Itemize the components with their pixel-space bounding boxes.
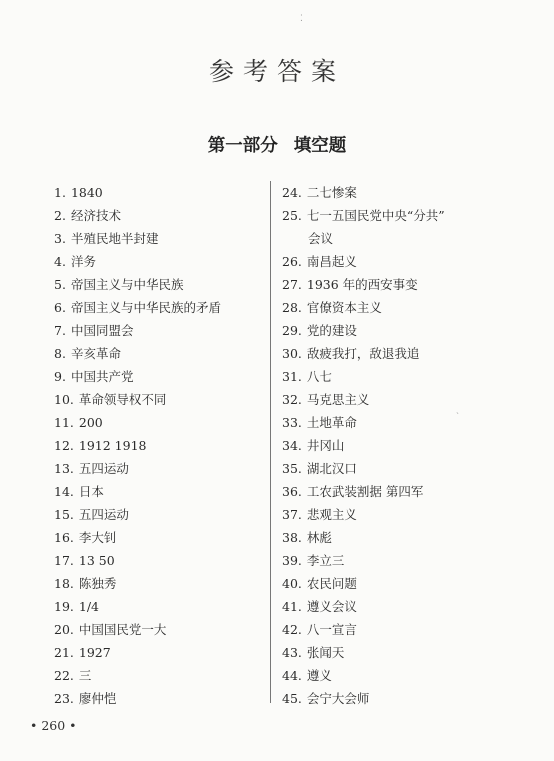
page-title: 参考答案 xyxy=(208,57,345,86)
answer-text: 帝国主义与中华民族的矛盾 xyxy=(70,300,221,315)
column-divider xyxy=(270,181,271,703)
answer-number: 41. xyxy=(282,599,302,614)
answer-text: 1/4 xyxy=(78,599,100,614)
answer-item xyxy=(282,457,512,480)
answer-text: 帝国主义与中华民族 xyxy=(70,277,184,292)
answer-item xyxy=(282,618,512,641)
answer-item xyxy=(282,227,512,250)
answer-item xyxy=(282,204,512,227)
answer-item xyxy=(54,296,264,319)
answer-number: 36. xyxy=(282,484,302,499)
scan-speck-mark: ˎ xyxy=(456,405,459,415)
answer-number: 33. xyxy=(282,415,302,430)
answer-number: 17. xyxy=(54,553,74,568)
answer-number: 32. xyxy=(282,392,302,407)
answer-item xyxy=(282,273,512,296)
answer-number: 45. xyxy=(282,691,302,706)
answer-text: 1840 xyxy=(70,185,103,200)
answer-item xyxy=(54,250,264,273)
answer-number: 19. xyxy=(54,599,74,614)
answer-number: 35. xyxy=(282,461,302,476)
answer-text: 七一五国民党中央“分共” xyxy=(306,208,445,223)
answer-text: 悲观主义 xyxy=(306,507,357,522)
answer-number: 12. xyxy=(54,438,74,453)
answer-item xyxy=(54,319,264,342)
answer-text: 二七惨案 xyxy=(306,185,357,200)
answer-item xyxy=(282,250,512,273)
answer-number: 40. xyxy=(282,576,302,591)
answer-item xyxy=(54,227,264,250)
answer-item xyxy=(54,664,264,687)
answer-number: 21. xyxy=(54,645,74,660)
answer-text: 革命领导权不同 xyxy=(78,392,167,407)
answer-item xyxy=(54,181,264,204)
answer-item xyxy=(282,503,512,526)
answer-text: 五四运动 xyxy=(78,461,129,476)
answer-item xyxy=(282,434,512,457)
answer-text: 工农武装割据 第四军 xyxy=(306,484,424,499)
answer-item xyxy=(282,365,512,388)
answer-number: 18. xyxy=(54,576,74,591)
answer-text: 半殖民地半封建 xyxy=(70,231,159,246)
answer-text: 三 xyxy=(78,668,92,683)
answer-item xyxy=(54,595,264,618)
answer-number: 34. xyxy=(282,438,302,453)
answer-item xyxy=(54,572,264,595)
answer-item xyxy=(282,411,512,434)
answer-item xyxy=(54,687,264,710)
answer-text: 敌疲我打，敌退我追 xyxy=(306,346,420,361)
answer-text: 经济技术 xyxy=(70,208,121,223)
page-number: • 260 • xyxy=(30,718,77,733)
answer-list-right xyxy=(282,181,512,710)
answer-item xyxy=(54,273,264,296)
scan-speck-mark: ⁚ xyxy=(300,14,303,24)
answer-text: 中国同盟会 xyxy=(70,323,134,338)
answer-text: 200 xyxy=(78,415,103,430)
answer-item xyxy=(282,664,512,687)
answer-number: 5. xyxy=(54,277,66,292)
answer-item xyxy=(54,641,264,664)
answer-text: 13 50 xyxy=(78,553,115,568)
answer-number: 24. xyxy=(282,185,302,200)
answer-number: 15. xyxy=(54,507,74,522)
answer-item xyxy=(282,526,512,549)
answer-text: 农民问题 xyxy=(306,576,357,591)
answer-number: 29. xyxy=(282,323,302,338)
answer-number: 11. xyxy=(54,415,74,430)
answer-item xyxy=(282,342,512,365)
answer-text: 陈独秀 xyxy=(78,576,117,591)
answer-number: 1. xyxy=(54,185,66,200)
answer-number: 25. xyxy=(282,208,302,223)
answer-number: 31. xyxy=(282,369,302,384)
answer-item xyxy=(54,618,264,641)
answer-number: 30. xyxy=(282,346,302,361)
answer-item xyxy=(282,641,512,664)
answer-item xyxy=(282,687,512,710)
answer-text: 洋务 xyxy=(70,254,96,269)
answer-number: 43. xyxy=(282,645,302,660)
answer-item xyxy=(54,457,264,480)
answer-number: 28. xyxy=(282,300,302,315)
answer-item xyxy=(54,411,264,434)
answer-text: 马克思主义 xyxy=(306,392,370,407)
answer-number: 23. xyxy=(54,691,74,706)
answer-number: 16. xyxy=(54,530,74,545)
answer-text: 会议 xyxy=(308,231,334,246)
answer-number: 9. xyxy=(54,369,66,384)
section-title: 第一部分 填空题 xyxy=(207,136,347,156)
answer-number: 14. xyxy=(54,484,74,499)
answer-number: 37. xyxy=(282,507,302,522)
answer-item xyxy=(282,572,512,595)
answer-text: 五四运动 xyxy=(78,507,129,522)
answer-text: 官僚资本主义 xyxy=(306,300,382,315)
answer-text: 1927 xyxy=(78,645,111,660)
answer-text: 党的建设 xyxy=(306,323,357,338)
answer-number: 44. xyxy=(282,668,302,683)
answer-number: 8. xyxy=(54,346,66,361)
answer-number: 2. xyxy=(54,208,66,223)
answer-number: 39. xyxy=(282,553,302,568)
answer-number: 6. xyxy=(54,300,66,315)
answer-item xyxy=(54,503,264,526)
answer-number: 26. xyxy=(282,254,302,269)
answer-item xyxy=(54,526,264,549)
answer-text: 辛亥革命 xyxy=(70,346,121,361)
answer-number: 4. xyxy=(54,254,66,269)
answer-item xyxy=(54,388,264,411)
answer-item xyxy=(282,549,512,572)
answer-item xyxy=(282,181,512,204)
answer-text: 日本 xyxy=(78,484,104,499)
answer-text: 会宁大会师 xyxy=(306,691,370,706)
answer-item xyxy=(282,480,512,503)
answer-text: 井冈山 xyxy=(306,438,345,453)
answer-item xyxy=(54,434,264,457)
answer-item xyxy=(54,365,264,388)
answer-text: 李立三 xyxy=(306,553,345,568)
answer-item xyxy=(54,342,264,365)
answer-text: 八七 xyxy=(306,369,332,384)
answer-item xyxy=(54,204,264,227)
answer-number: 10. xyxy=(54,392,74,407)
answer-text: 中国共产党 xyxy=(70,369,134,384)
answer-text: 南昌起义 xyxy=(306,254,357,269)
answer-text: 土地革命 xyxy=(306,415,357,430)
answer-text: 湖北汉口 xyxy=(306,461,357,476)
answer-item xyxy=(282,388,512,411)
answer-text: 遵义会议 xyxy=(306,599,357,614)
answer-number: 20. xyxy=(54,622,74,637)
answer-number: 22. xyxy=(54,668,74,683)
answer-text: 1912 1918 xyxy=(78,438,147,453)
answer-item xyxy=(282,319,512,342)
answer-text: 中国国民党一大 xyxy=(78,622,167,637)
answer-number: 42. xyxy=(282,622,302,637)
answer-number: 7. xyxy=(54,323,66,338)
answer-list-left xyxy=(54,181,264,710)
answer-text: 林彪 xyxy=(306,530,332,545)
answer-text: 八一宣言 xyxy=(306,622,357,637)
answer-number: 27. xyxy=(282,277,302,292)
answer-item xyxy=(282,296,512,319)
answer-text: 张闻天 xyxy=(306,645,345,660)
answer-item xyxy=(54,549,264,572)
answer-number: 3. xyxy=(54,231,66,246)
answer-text: 遵义 xyxy=(306,668,332,683)
answer-number: 13. xyxy=(54,461,74,476)
answer-number: 38. xyxy=(282,530,302,545)
answer-text: 1936 年的西安事变 xyxy=(306,277,418,292)
answer-text: 李大钊 xyxy=(78,530,117,545)
answer-text: 廖仲恺 xyxy=(78,691,117,706)
answer-item xyxy=(54,480,264,503)
answer-item xyxy=(282,595,512,618)
